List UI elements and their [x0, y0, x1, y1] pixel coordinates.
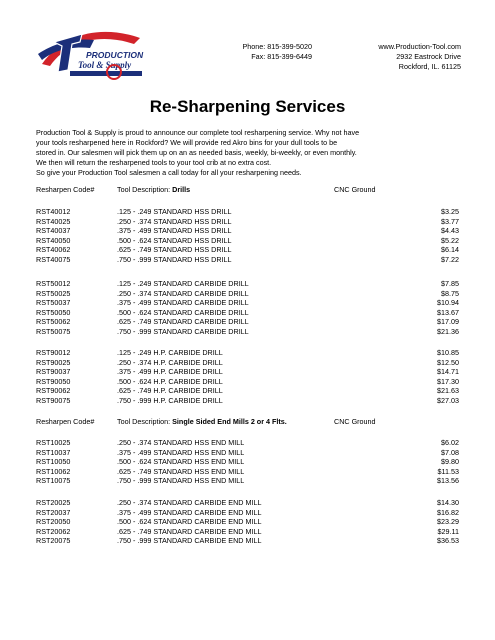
table-row	[36, 377, 459, 387]
hp-carbide-drill-group	[36, 348, 459, 406]
carbide-end-mill-group	[36, 498, 459, 546]
table-row	[36, 367, 459, 377]
price-cell: $11.53	[437, 466, 459, 476]
description-cell: .750 - .999 H.P. CARBIDE DRILL	[117, 395, 223, 405]
code-cell: RST50025	[36, 288, 71, 298]
contact-address	[378, 42, 461, 72]
description-category: Single Sided End Mills 2 or 4 Flts.	[172, 417, 287, 426]
phone-text: Phone: 815-399-5020	[242, 42, 312, 51]
table-row	[36, 476, 459, 486]
price-cell: $12.50	[437, 357, 459, 367]
code-cell: RST50075	[36, 326, 71, 336]
table-row	[36, 438, 459, 448]
price-cell: $4.43	[441, 226, 459, 236]
price-cell: $17.09	[437, 317, 459, 327]
price-cell: $21.63	[437, 386, 459, 396]
description-cell: .625 - .749 STANDARD CARBIDE DRILL	[117, 317, 249, 327]
table-row	[36, 536, 459, 546]
price-cell: $27.03	[437, 395, 459, 405]
description-cell: .375 - .499 STANDARD CARBIDE END MILL	[117, 507, 262, 517]
table-row	[36, 498, 459, 508]
description-cell: .625 - .749 H.P. CARBIDE DRILL	[117, 386, 223, 396]
street-text: 2932 Eastrock Drive	[396, 52, 461, 61]
description-cell: .500 - .624 H.P. CARBIDE DRILL	[117, 376, 223, 386]
price-cell: $16.82	[437, 507, 459, 517]
table-row	[36, 386, 459, 396]
description-cell: .750 - .999 STANDARD HSS END MILL	[117, 476, 245, 486]
table-row	[36, 298, 459, 308]
table-row	[36, 226, 459, 236]
code-cell: RST90025	[36, 357, 71, 367]
code-cell: RST10075	[36, 476, 71, 486]
description-cell: .125 - .249 H.P. CARBIDE DRILL	[117, 348, 223, 357]
price-cell: $5.22	[441, 235, 459, 245]
table-row	[36, 508, 459, 518]
table-row	[36, 448, 459, 458]
hss-drill-group	[36, 207, 459, 265]
intro-line: your tools resharpened here in Rockford? We will provide red Akro bins for your dull tools to be	[36, 138, 338, 147]
code-cell: RST20025	[36, 498, 71, 507]
table-row	[36, 327, 459, 337]
description-cell: .750 - .999 STANDARD HSS DRILL	[117, 254, 232, 264]
code-cell: RST90075	[36, 395, 71, 405]
description-cell: .125 - .249 STANDARD HSS DRILL	[117, 207, 232, 216]
price-cell: $7.85	[441, 279, 459, 288]
description-prefix: Tool Description:	[117, 417, 173, 426]
table-row	[36, 236, 459, 246]
price-cell: $36.53	[437, 536, 459, 546]
table-row	[36, 289, 459, 299]
code-cell: RST20037	[36, 507, 71, 517]
price-cell: $14.71	[437, 367, 459, 377]
price-cell: $13.56	[437, 476, 459, 486]
table-row	[36, 207, 459, 217]
code-cell: RST40012	[36, 207, 71, 216]
price-column-header: CNC Ground	[334, 185, 376, 194]
code-cell: RST40075	[36, 254, 71, 264]
description-cell: .250 - .374 STANDARD CARBIDE END MILL	[117, 498, 262, 507]
intro-line: We then will return the resharpened tools to your tool crib at no extra cost.	[36, 158, 272, 167]
description-cell: .625 - .749 STANDARD CARBIDE END MILL	[117, 526, 262, 536]
price-cell: $17.30	[437, 376, 459, 386]
description-column-header	[117, 185, 190, 195]
price-cell: $3.25	[441, 207, 459, 216]
description-cell: .125 - .249 STANDARD CARBIDE DRILL	[117, 279, 249, 288]
description-cell: .250 - .374 STANDARD CARBIDE DRILL	[117, 288, 249, 298]
code-cell: RST10050	[36, 457, 71, 467]
table-row	[36, 279, 459, 289]
code-column-header: Resharpen Code#	[36, 185, 95, 194]
price-cell: $14.30	[437, 498, 459, 507]
price-cell: $10.85	[437, 348, 459, 357]
website-link[interactable]: www.Production-Tool.com	[378, 42, 461, 51]
carbide-drill-group	[36, 279, 459, 337]
price-cell: $9.80	[441, 457, 459, 467]
contact-phone-fax	[206, 42, 312, 62]
code-cell: RST40062	[36, 245, 71, 255]
code-cell: RST90037	[36, 367, 71, 377]
code-cell: RST50062	[36, 317, 71, 327]
description-cell: .250 - .374 STANDARD HSS DRILL	[117, 216, 232, 226]
company-logo	[36, 24, 148, 84]
price-cell: $21.36	[437, 326, 459, 336]
description-cell: .625 - .749 STANDARD HSS END MILL	[117, 466, 245, 476]
table-row	[36, 457, 459, 467]
table-row	[36, 317, 459, 327]
code-cell: RST10037	[36, 447, 71, 457]
price-cell: $6.14	[441, 245, 459, 255]
description-cell: .375 - .499 STANDARD CARBIDE DRILL	[117, 298, 249, 308]
code-cell: RST20050	[36, 517, 71, 527]
price-cell: $7.22	[441, 254, 459, 264]
code-cell: RST50012	[36, 279, 71, 288]
logo-bar	[70, 71, 142, 76]
code-cell: RST90062	[36, 386, 71, 396]
price-cell: $7.08	[441, 447, 459, 457]
table-row	[36, 517, 459, 527]
price-cell: $29.11	[437, 526, 459, 536]
table-row	[36, 396, 459, 406]
description-cell: .500 - .624 STANDARD CARBIDE DRILL	[117, 307, 249, 317]
code-cell: RST40037	[36, 226, 71, 236]
intro-line: stored in. Our salesmen will pick them up on an as needed basis, weekly, bi-weekly, or even monthly.	[36, 148, 357, 157]
price-cell: $13.67	[437, 307, 459, 317]
description-cell: .500 - .624 STANDARD CARBIDE END MILL	[117, 517, 262, 527]
description-cell: .250 - .374 H.P. CARBIDE DRILL	[117, 357, 223, 367]
code-cell: RST10025	[36, 438, 71, 447]
description-cell: .375 - .499 STANDARD HSS END MILL	[117, 447, 245, 457]
description-cell: .625 - .749 STANDARD HSS DRILL	[117, 245, 232, 255]
code-cell: RST50050	[36, 307, 71, 317]
table-row	[36, 527, 459, 537]
description-prefix: Tool Description:	[117, 185, 173, 194]
description-cell: .375 - .499 STANDARD HSS DRILL	[117, 226, 232, 236]
code-column-header: Resharpen Code#	[36, 417, 95, 426]
code-cell: RST10062	[36, 466, 71, 476]
table-row	[36, 358, 459, 368]
price-cell: $10.94	[437, 298, 459, 308]
logo-line2: Tool & Supply	[78, 60, 132, 70]
table-row	[36, 255, 459, 265]
hss-end-mill-group	[36, 438, 459, 486]
city-text: Rockford, IL. 61125	[398, 62, 461, 71]
table-row	[36, 308, 459, 318]
intro-paragraph	[36, 128, 456, 178]
description-cell: .500 - .624 STANDARD HSS DRILL	[117, 235, 232, 245]
description-category: Drills	[172, 185, 191, 194]
price-cell: $23.29	[437, 517, 459, 527]
fax-text: Fax: 815-399-6449	[251, 52, 312, 61]
description-cell: .375 - .499 H.P. CARBIDE DRILL	[117, 367, 223, 377]
code-cell: RST90012	[36, 348, 71, 357]
code-cell: RST20075	[36, 536, 71, 546]
table-row	[36, 467, 459, 477]
description-column-header	[117, 417, 287, 427]
code-cell: RST20062	[36, 526, 71, 536]
price-cell: $3.77	[441, 216, 459, 226]
code-cell: RST40050	[36, 235, 71, 245]
intro-line: So give your Production Tool salesmen a call today for all your resharpening needs.	[36, 168, 302, 177]
price-cell: $8.75	[441, 288, 459, 298]
logo-line1: PRODUCTION	[86, 50, 144, 60]
description-cell: .750 - .999 STANDARD CARBIDE DRILL	[117, 326, 249, 336]
intro-line: Production Tool & Supply is proud to announce our complete tool resharpening service. Why not have	[36, 128, 360, 137]
price-column-header: CNC Ground	[334, 417, 376, 426]
price-cell: $6.02	[441, 438, 459, 447]
table-row	[36, 217, 459, 227]
page-title: Re-Sharpening Services	[149, 97, 346, 116]
description-cell: .750 - .999 STANDARD CARBIDE END MILL	[117, 536, 262, 546]
code-cell: RST40025	[36, 216, 71, 226]
code-cell: RST50037	[36, 298, 71, 308]
table-row	[36, 348, 459, 358]
code-cell: RST90050	[36, 376, 71, 386]
description-cell: .500 - .624 STANDARD HSS END MILL	[117, 457, 245, 467]
description-cell: .250 - .374 STANDARD HSS END MILL	[117, 438, 245, 447]
table-row	[36, 245, 459, 255]
